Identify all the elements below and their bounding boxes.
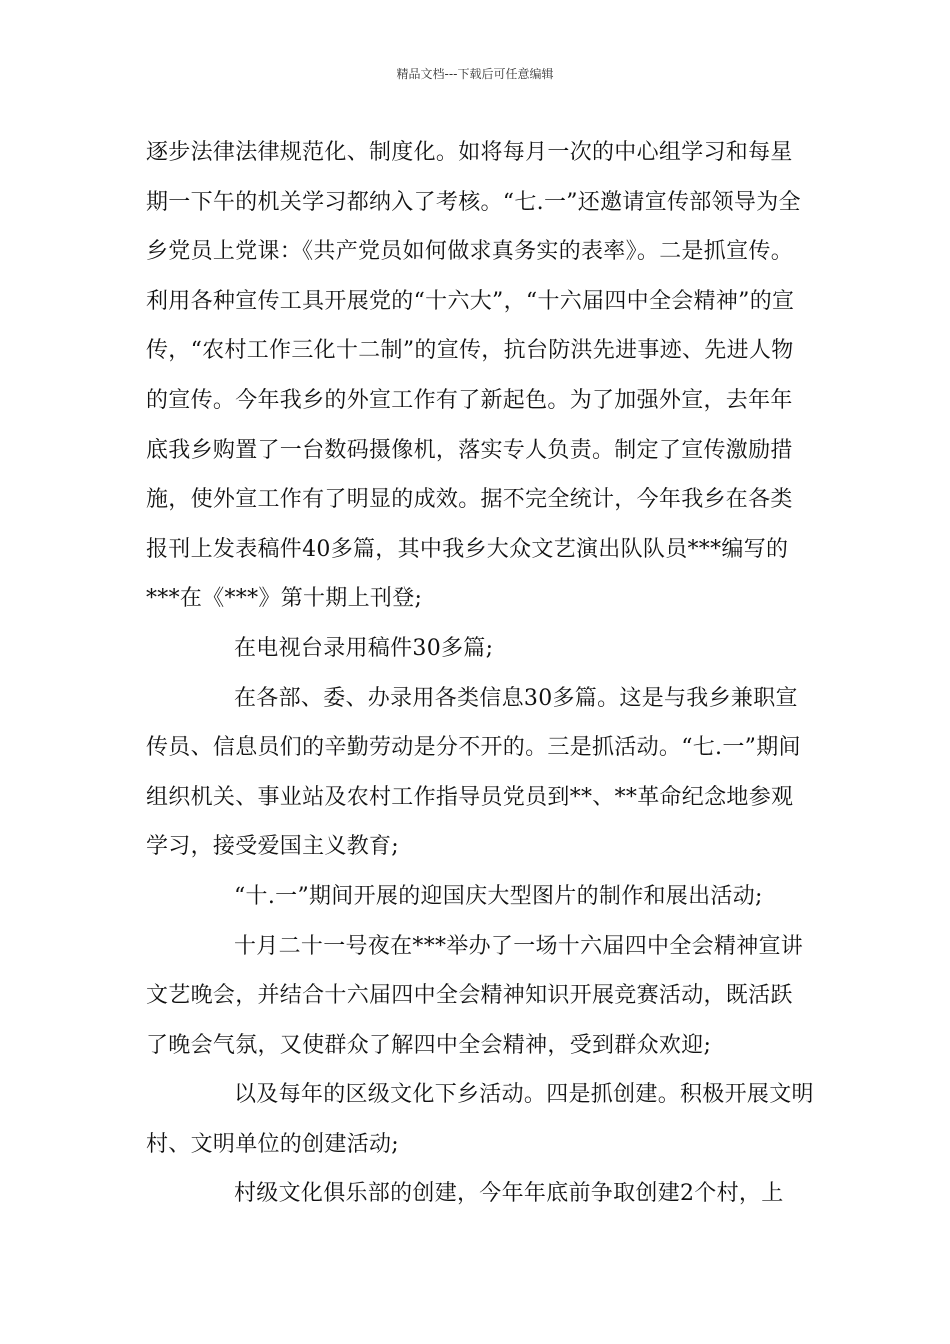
document-body (146, 128, 814, 1219)
paragraph-6: 以及每年的区级文化下乡活动。四是抓创建。积极开展文明村、文明单位的创建活动; (146, 1082, 814, 1157)
paragraph-2: 在电视台录用稿件30多篇; (234, 635, 494, 661)
paragraph-7: 村级文化俱乐部的创建，今年年底前争取创建2个村，上 (234, 1181, 784, 1207)
page-header: 精品文档---下载后可任意编辑 (396, 67, 554, 81)
paragraph-3: 在各部、委、办录用各类信息30多篇。这是与我乡兼职宣传员、信息员们的辛勤劳动是分不开的。三是抓活动。“七.一”期间组织机关、事业站及农村工作指导员党员到**、**革命纪念地参观学习，接受爱国主义教育; (146, 685, 801, 860)
paragraph-4: “十.一”期间开展的迎国庆大型图片的制作和展出活动; (234, 883, 763, 909)
paragraph-1: 逐步法律法律规范化、制度化。如将每月一次的中心组学习和每星期一下午的机关学习都纳入了考核。“七.一”还邀请宣传部领导为全乡党员上党课：《共产党员如何做求真务实的表率》。二是抓宣传。利用各种宣传工具开展党的“十六大”，“十六届四中全会精神”的宣传，“农村工作三化十二制”的宣传，抗台防洪先进事迹、先进人物的宣传。今年我乡的外宣工作有了新起色。为了加强外宣，去年年底我乡购置了一台数码摄像机，落实专人负责。制定了宣传激励措施，使外宣工作有了明显的成效。据不完全统计，今年我乡在各类报刊上发表稿件40多篇，其中我乡大众文艺演出队队员***编写的***在《***》第十期上刊登; (146, 140, 801, 612)
paragraph-5: 十月二十一号夜在***举办了一场十六届四中全会精神宣讲文艺晚会，并结合十六届四中全会精神知识开展竞赛活动，既活跃了晚会气氛，又使群众了解四中全会精神，受到群众欢迎; (146, 933, 804, 1058)
